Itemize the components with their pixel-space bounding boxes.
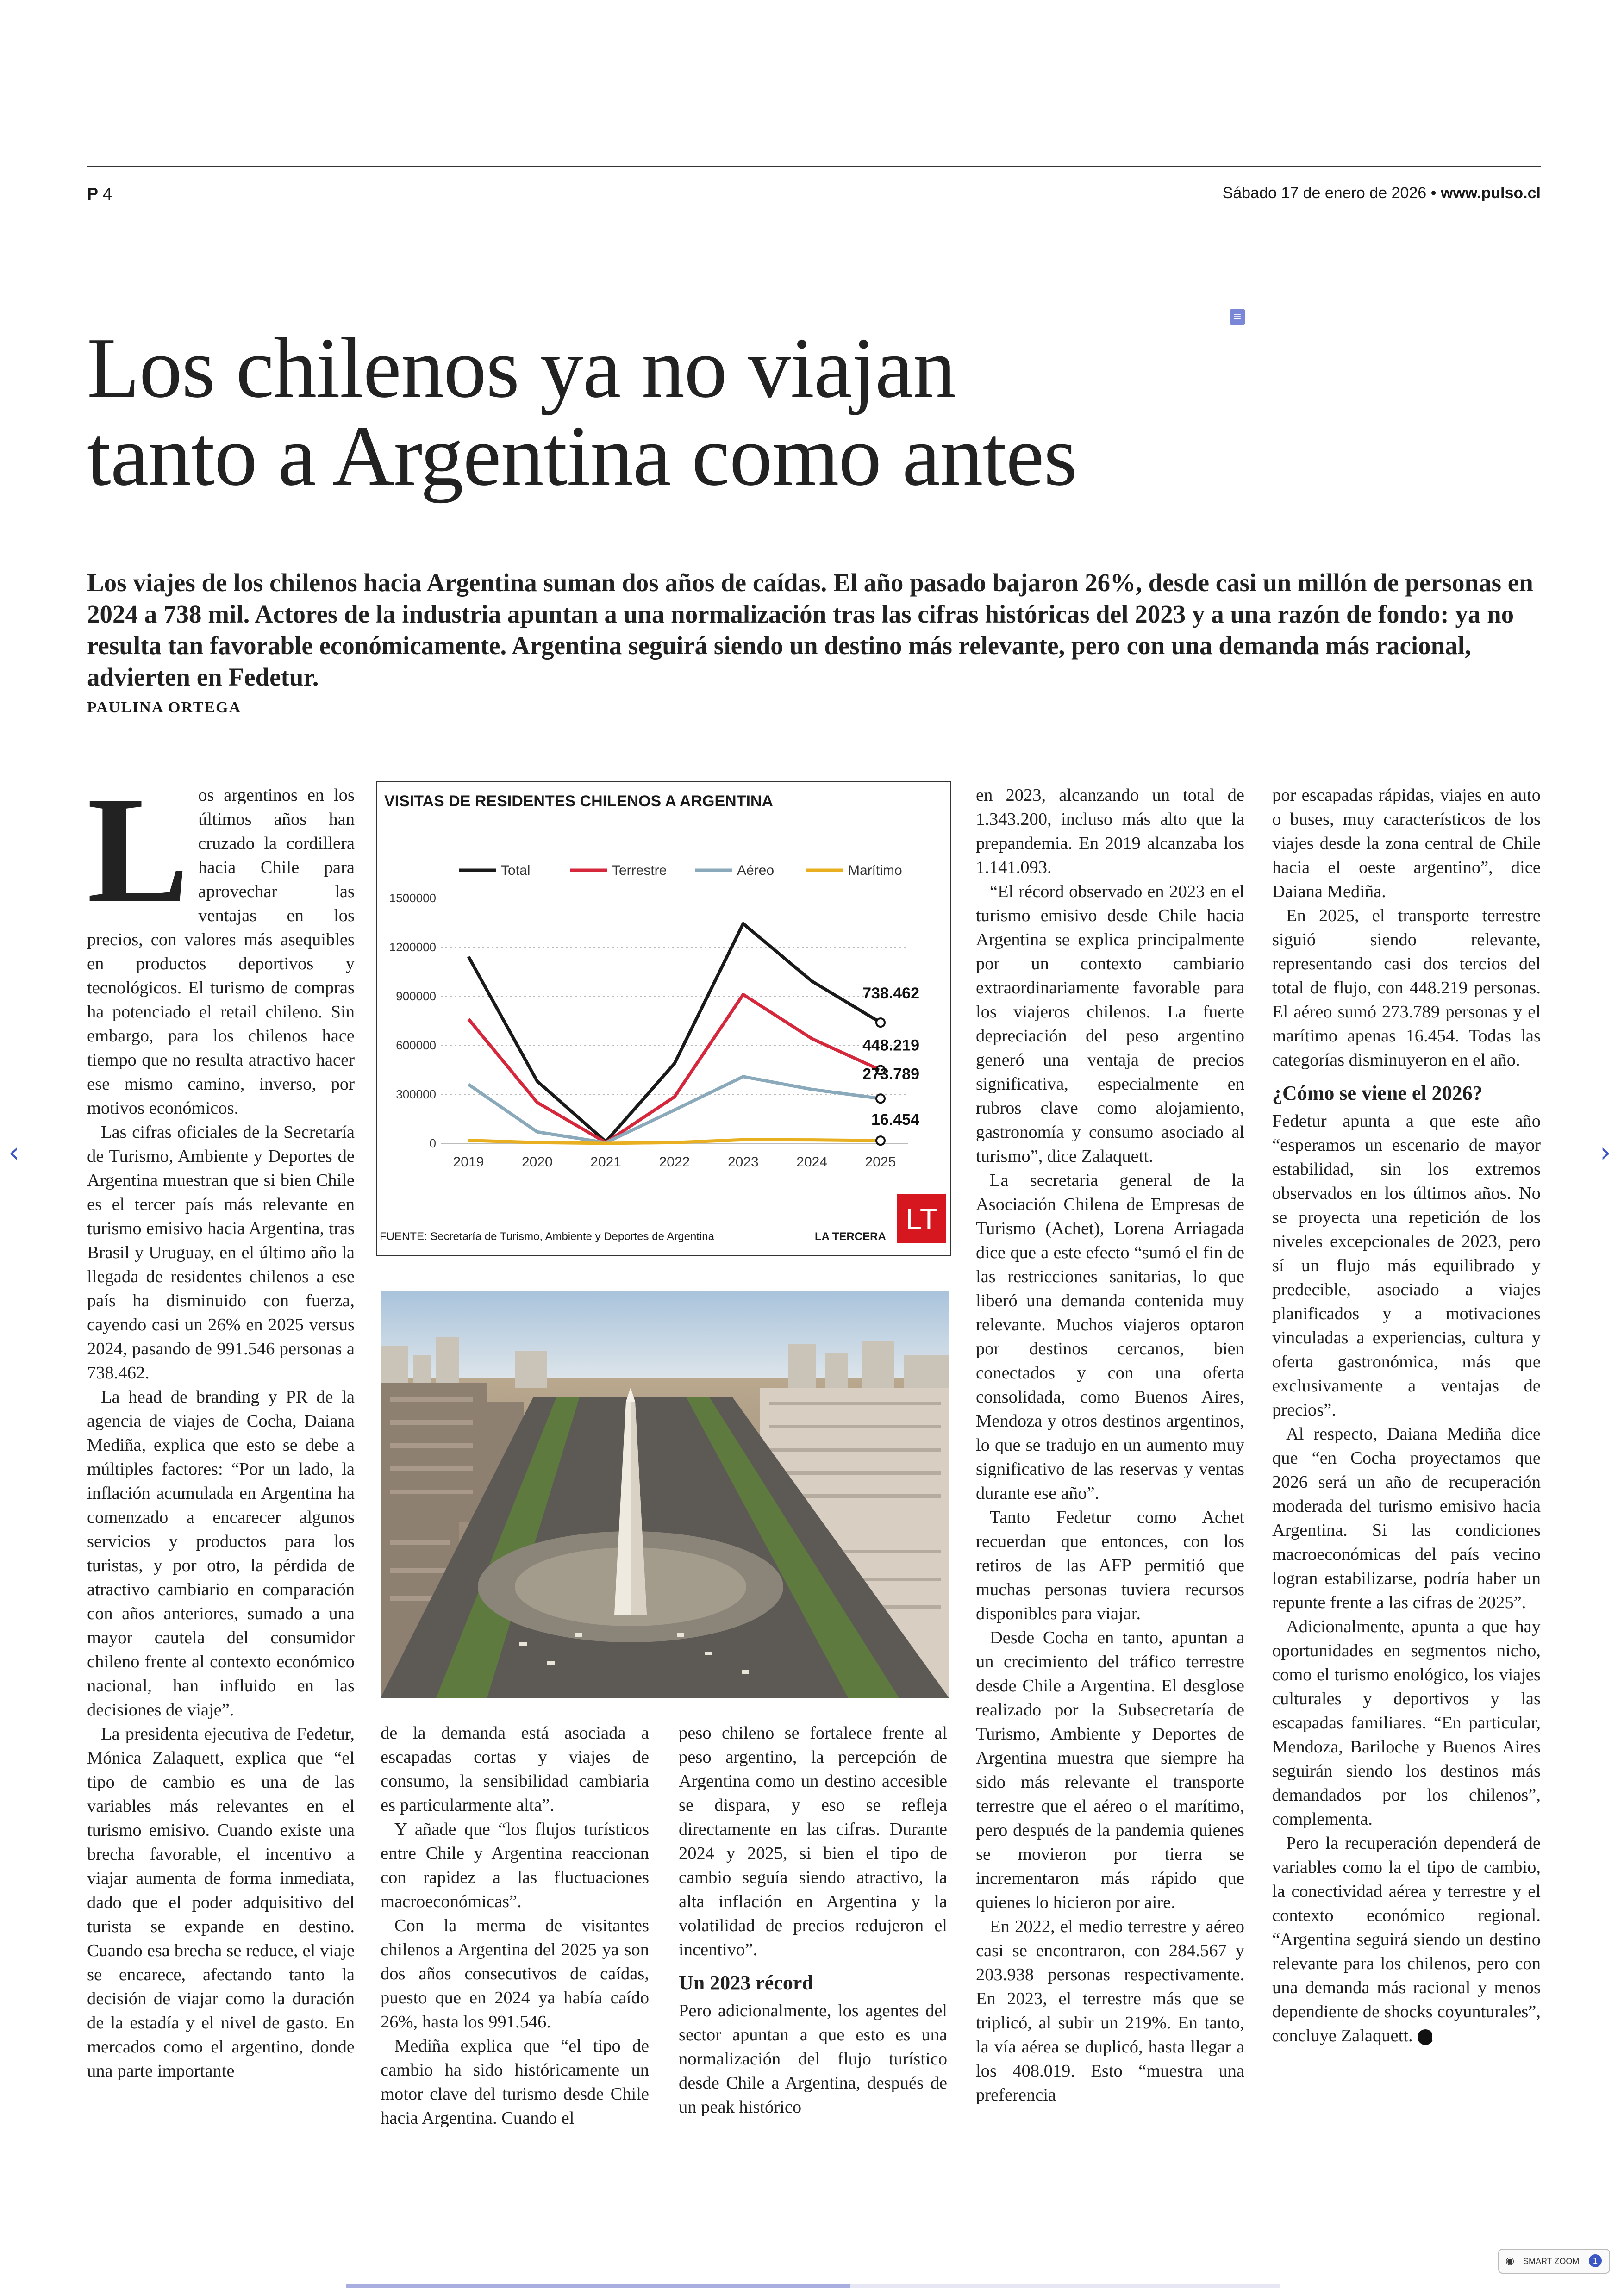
article-column-5 bbox=[1272, 783, 1541, 2048]
data-label: 448.219 bbox=[862, 1036, 919, 1054]
legend-label: Total bbox=[501, 863, 531, 878]
x-tick-label: 2019 bbox=[453, 1154, 484, 1170]
note-icon[interactable]: ≡ bbox=[1230, 309, 1245, 325]
x-tick-label: 2021 bbox=[590, 1154, 622, 1170]
x-tick-label: 2024 bbox=[796, 1154, 828, 1170]
y-tick-label: 0 bbox=[429, 1136, 436, 1150]
subheading: Un 2023 récord bbox=[679, 1971, 813, 1994]
end-point bbox=[876, 1136, 885, 1145]
chart-source: FUENTE: Secretaría de Turismo, Ambiente y Deportes de Argentina bbox=[380, 1230, 714, 1243]
paragraph: os argentinos en los últimos años han cruzado la cordillera hacia Chile para aprovechar las ventajas en los precios, con valores más asequibles en productos deportivos y tecnológicos. El turismo de compras ha potenciado el retail chileno. Sin embargo, para los chilenos hace tiempo que no resulta atractivo hacer ese mismo camino, inverso, por motivos económicos. bbox=[87, 786, 355, 1118]
data-label: 16.454 bbox=[871, 1111, 919, 1129]
data-label: 738.462 bbox=[862, 985, 919, 1003]
paragraph: Al respecto, Daiana Mediña dice que “en Cocha proyectamos que 2026 será un año de recuperación moderada del turismo emisivo hacia Argentina. Si las condiciones macroeconómicas del país vecino logran estabilizarse, podría haber un repunte frente a las cifras de 2025”. bbox=[1272, 1424, 1541, 1612]
reading-progress-fill bbox=[346, 2284, 850, 2288]
paragraph: En 2025, el transporte terrestre siguió siendo relevante, representando casi dos tercios del total de flujo, con 448.219 personas. El aéreo sumó 273.789 personas y el marítimo apenas 16.454. Todas las categorías disminuyeron en el año. bbox=[1272, 906, 1541, 1070]
smart-zoom-count: 1 bbox=[1589, 2254, 1602, 2267]
y-tick-label: 1200000 bbox=[389, 940, 436, 954]
paragraph: Fedetur apunta a que este año “esperamos un escenario de mayor estabilidad, sin los extremos observados en los últimos años. No se proyecta una repetición de los niveles excepcionales de 2023, pero sí un flujo más equilibrado y predecible, asociado a viajes planificados y a motivaciones vinculadas a experiencias, cultura y oferta gastronómica, más que exclusivamente a ventajas de precios”. bbox=[1272, 1111, 1541, 1420]
dateline bbox=[1223, 184, 1541, 202]
series-line-marítimo bbox=[468, 1140, 881, 1143]
lede: Los viajes de los chilenos hacia Argentina suman dos años de caídas. El año pasado bajaron 26%, desde casi un millón de personas en 2024 a 738 mil. Actores de la industria apuntan a una normalización tras las cifras históricas del 2023 y a una razón de fondo: ya no resulta tan favorable económicamente. Argentina seguirá siendo un destino más relevante, pero con una demanda más racional, advierten en Fedetur. bbox=[87, 568, 1533, 691]
paragraph: Tanto Fedetur como Achet recuerdan que entonces, con los retiros de las AFP permitió que muchas personas tuviera recursos disponibles para viajar. bbox=[976, 1508, 1244, 1623]
headline-line-2: tanto a Argentina como antes bbox=[87, 408, 1077, 504]
obelisk-illustration bbox=[381, 1291, 949, 1698]
y-tick-label: 1500000 bbox=[389, 891, 436, 905]
legend-label: Terrestre bbox=[612, 863, 667, 878]
end-mark-icon: P bbox=[1418, 2029, 1433, 2045]
paragraph: Y añade que “los flujos turísticos entre Chile y Argentina reaccionan con rapidez a las fluctuaciones macroeconómicas”. bbox=[381, 1820, 649, 1911]
eye-icon: ◉ bbox=[1505, 2255, 1515, 2267]
obelisk-photo bbox=[381, 1291, 949, 1698]
paragraph: Con la merma de visitantes chilenos a Argentina del 2025 ya son dos años consecutivos de caídas, puesto que en 2024 ya había caído 26%, hasta los 991.546. bbox=[381, 1916, 649, 2032]
paragraph: Mediña explica que “el tipo de cambio ha sido históricamente un motor clave del turismo desde Chile hacia Argentina. Cuando el bbox=[381, 2036, 649, 2128]
dropcap: L bbox=[87, 766, 189, 935]
page-number-value: 4 bbox=[103, 184, 112, 203]
la-tercera-logo: LT bbox=[897, 1194, 946, 1243]
article-column-3 bbox=[679, 1721, 947, 2119]
paragraph: “El récord observado en 2023 en el turismo emisivo desde Chile hacia Argentina se explica principalmente por un contexto cambiario extraordinariamente favorable para los viajeros chilenos. La fuerte depreciación del peso argentino generó una ventaja de precios significativa, especialmente en rubros clave como alojamiento, gastronomía y consumo asociado al turismo”, dice Zalaquett. bbox=[976, 882, 1244, 1166]
paragraph: por escapadas rápidas, viajes en auto o buses, muy característicos de los viajes desde la zona central de Chile hacia el oeste argentino”, dice Daiana Mediña. bbox=[1272, 786, 1541, 901]
line-chart bbox=[376, 819, 949, 1185]
paragraph: Adicionalmente, apunta a que hay oportunidades en segmentos nicho, como el turismo enológico, los viajes culturales y deportivos y las escapadas familiares. “En particular, Mendoza, Bariloche y Buenos Aires seguirán siendo los destinos más demandados por los chilenos”, complementa. bbox=[1272, 1617, 1541, 1829]
chart-brand: LA TERCERA bbox=[815, 1230, 886, 1243]
legend-label: Marítimo bbox=[848, 863, 902, 878]
article-column-1 bbox=[87, 766, 355, 2083]
paragraph: de la demanda está asociada a escapadas cortas y viajes de consumo, la sensibilidad cambiaria es particularmente alta”. bbox=[381, 1723, 649, 1815]
chart-title: VISITAS DE RESIDENTES CHILENOS A ARGENTINA bbox=[384, 792, 774, 810]
top-rule bbox=[87, 166, 1541, 167]
y-tick-label: 300000 bbox=[396, 1087, 436, 1101]
smart-zoom-label: SMART ZOOM bbox=[1523, 2257, 1580, 2266]
section-label: P bbox=[87, 184, 99, 203]
data-label: 273.789 bbox=[862, 1065, 919, 1083]
site-link[interactable]: www.pulso.cl bbox=[1441, 184, 1541, 202]
previous-page-arrow[interactable]: ‹ bbox=[8, 1136, 19, 1169]
subheading: ¿Cómo se viene el 2026? bbox=[1272, 1082, 1483, 1104]
paragraph: Las cifras oficiales de la Secretaría de Turismo, Ambiente y Deportes de Argentina muestran que si bien Chile es el tercer país más relevante en turismo emisivo hacia Argentina, tras Brasil y Uruguay, en el último año la llegada de residentes chilenos a ese país ha disminuido con fuerza, cayendo casi un 26% en 2025 versus 2024, pasando de 991.546 personas a 738.462. bbox=[87, 1123, 355, 1383]
byline: PAULINA ORTEGA bbox=[87, 699, 242, 716]
series-line-aéreo bbox=[468, 1077, 881, 1143]
x-tick-label: 2020 bbox=[521, 1154, 553, 1170]
headline bbox=[87, 320, 1291, 504]
page-number bbox=[87, 184, 112, 204]
article-column-4 bbox=[976, 783, 1244, 2107]
y-tick-label: 600000 bbox=[396, 1038, 436, 1052]
legend-label: Aéreo bbox=[737, 863, 775, 878]
date-text: Sábado 17 de enero de 2026 • bbox=[1222, 184, 1437, 202]
x-tick-label: 2025 bbox=[865, 1154, 896, 1170]
paragraph: Pero adicionalmente, los agentes del sector apuntan a que esto es una normalización del flujo turístico desde Chile a Argentina, después de un peak histórico bbox=[679, 2001, 947, 2117]
x-tick-label: 2022 bbox=[659, 1154, 690, 1170]
next-page-arrow[interactable]: › bbox=[1600, 1136, 1611, 1169]
end-point bbox=[876, 1018, 885, 1027]
paragraph: Pero la recuperación dependerá de variables como la el tipo de cambio, la conectividad aérea y terrestre y el contexto económico regional. “Argentina seguirá siendo un destino relevante para los chilenos, pero con una demanda más racional y menos dependiente de shocks coyunturales”, concluye Zalaquett. P bbox=[1272, 1834, 1541, 2046]
y-tick-label: 900000 bbox=[396, 989, 436, 1003]
headline-line-1: Los chilenos ya no viajan bbox=[87, 320, 956, 416]
x-tick-label: 2023 bbox=[727, 1154, 759, 1170]
paragraph: La secretaria general de la Asociación Chilena de Empresas de Turismo (Achet), Lorena Arriagada dice que a este efecto “sumó el fin de las restricciones sanitarias, lo que liberó una demanda contenida muy relevante. Muchos viajeros optaron por destinos cercanos, bien conectados y con una oferta consolidada, como Buenos Aires, Mendoza y otros destinos argentinos, lo que se tradujo en un aumento muy significativo de las reservas y ventas durante ese año”. bbox=[976, 1171, 1244, 1503]
article-column-2 bbox=[381, 1721, 649, 2130]
paragraph: La head de branding y PR de la agencia de viajes de Cocha, Daiana Mediña, explica que esto se debe a múltiples factores: “Por un lado, la inflación acumulada en Argentina ha comenzado a encarecer algunos servicios y productos para los turistas, y por otro, la pérdida de atractivo cambiario en comparación con años anteriores, sumado a una mayor cautela del consumidor chileno frente al contexto económico nacional, han influido en las decisiones de viaje”. bbox=[87, 1387, 355, 1720]
paragraph: Desde Cocha en tanto, apuntan a un crecimiento del tráfico terrestre desde Chile a Argentina. El desglose realizado por la Subsecretaría de Turismo, Ambiente y Deportes de Argentina muestra que siempre ha sido más relevante el transporte terrestre que el aéreo o el marítimo, pero después de la pandemia quienes se movieron por tierra se incrementaron más rápido que quienes lo hicieron por aire. bbox=[976, 1628, 1244, 1912]
paragraph: en 2023, alcanzando un total de 1.343.200, incluso más alto que la prepandemia. En 2019 alcanzaba los 1.141.093. bbox=[976, 786, 1244, 877]
paragraph: La presidenta ejecutiva de Fedetur, Mónica Zalaquett, explica que “el tipo de cambio es una de las variables más relevantes en el turismo emisivo. Cuando existe una brecha favorable, el incentivo a viajar aumenta de forma inmediata, dado que el poder adquisitivo del turista se expande en destino. Cuando esa brecha se reduce, el viaje se encarece, afectando tanto la decisión de viajar como la duración de la estadía y el nivel de gasto. En mercados como el argentino, donde una parte importante bbox=[87, 1724, 355, 2081]
paragraph: En 2022, el medio terrestre y aéreo casi se encontraron, con 284.567 y 203.938 personas respectivamente. En 2023, el terrestre más que se triplicó, al subir un 219%. En tanto, la vía aérea se duplicó, hasta llegar a los 408.019. Esto “muestra una preferencia bbox=[976, 1917, 1244, 2105]
end-point bbox=[876, 1094, 885, 1103]
smart-zoom-button[interactable] bbox=[1498, 2249, 1610, 2274]
paragraph: peso chileno se fortalece frente al peso argentino, la percepción de Argentina como un destino accesible se dispara, y eso se refleja directamente en las cifras. Durante 2024 y 2025, si bien el tipo de cambio seguía siendo atractivo, la alta inflación en Argentina y la volatilidad de precios redujeron el incentivo”. bbox=[679, 1723, 947, 1959]
